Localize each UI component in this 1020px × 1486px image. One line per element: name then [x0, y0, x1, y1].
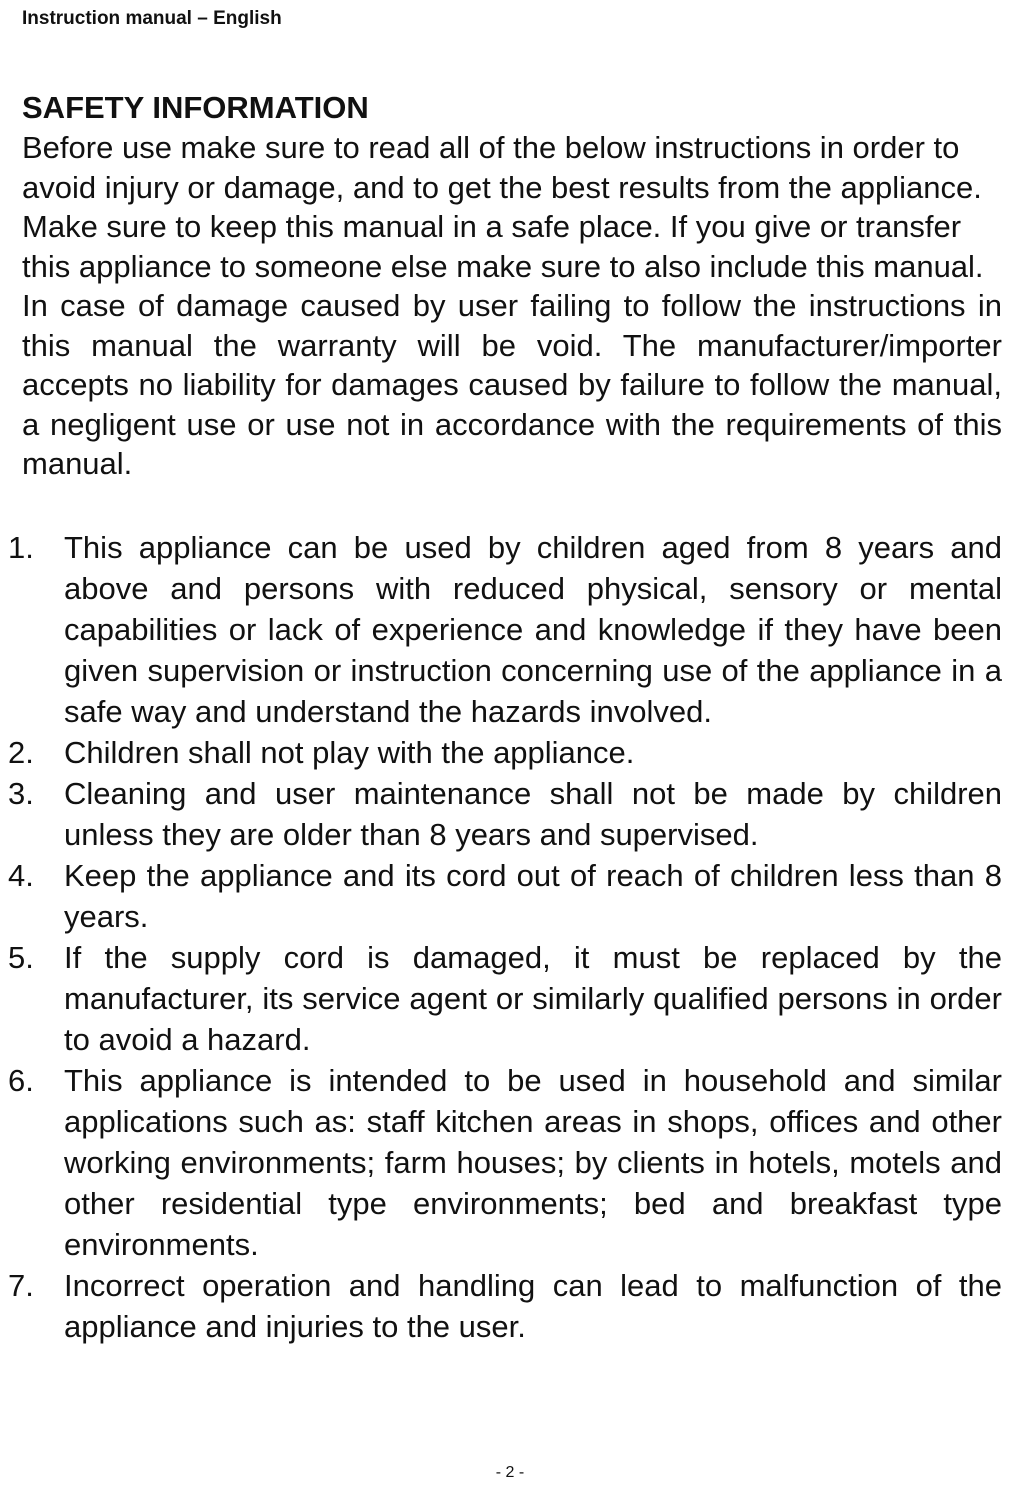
list-item — [0, 732, 1012, 773]
list-item-text: Incorrect operation and handling can lead to malfunction of the appliance and injuries to the user. — [64, 1268, 1002, 1344]
list-item-text: This appliance is intended to be used in household and similar applications such as: staff kitchen areas in shops, offices and other working environments; farm houses; by clients in hotels, motels and other residential type environments; bed and breakfast type environments. — [64, 1063, 1002, 1262]
list-item-text: This appliance can be used by children aged from 8 years and above and persons with reduced physical, sensory or mental capabilities or lack of experience and knowledge if they have been given supervision or instruction concerning use of the appliance in a safe way and understand the hazards involved. — [64, 530, 1002, 729]
section-title: SAFETY INFORMATION — [22, 90, 369, 125]
list-item — [0, 1265, 1012, 1347]
list-item — [0, 937, 1012, 1060]
list-item-number: 4. — [8, 858, 34, 893]
page-number: - 2 - — [495, 1464, 525, 1481]
list-item-number: 2. — [8, 735, 34, 770]
list-item-text: Children shall not play with the appliance. — [64, 735, 635, 770]
list-item — [0, 773, 1012, 855]
list-item-number: 6. — [8, 1063, 34, 1098]
safety-section — [22, 88, 1002, 484]
list-item — [0, 527, 1012, 732]
list-item — [0, 855, 1012, 937]
safety-list — [0, 527, 1012, 1347]
warranty-paragraph: In case of damage caused by user failing to follow the instructions in this manual the warranty will be void. The manufacturer/importer accepts no liability for damages caused by failure to follow the manual, a negligent use or use not in accordance with the requirements of this manual. — [22, 288, 1002, 481]
list-item — [0, 1060, 1012, 1265]
list-item-text: Cleaning and user maintenance shall not be made by children unless they are older than 8 years and supervised. — [64, 776, 1002, 852]
intro-paragraph: Before use make sure to read all of the below instructions in order to avoid injury or damage, and to get the best results from the appliance. Make sure to keep this manual in a safe place. If you give or transfer this appliance to someone else make sure to also include this manual. — [22, 130, 984, 284]
list-item-number: 3. — [8, 776, 34, 811]
list-item-number: 5. — [8, 940, 34, 975]
page-header: Instruction manual – English — [22, 8, 282, 29]
list-item-text: If the supply cord is damaged, it must be replaced by the manufacturer, its service agent or similarly qualified persons in order to avoid a hazard. — [64, 940, 1002, 1057]
list-item-number: 7. — [8, 1268, 34, 1303]
list-item-text: Keep the appliance and its cord out of reach of children less than 8 years. — [64, 858, 1002, 934]
list-item-number: 1. — [8, 530, 34, 565]
